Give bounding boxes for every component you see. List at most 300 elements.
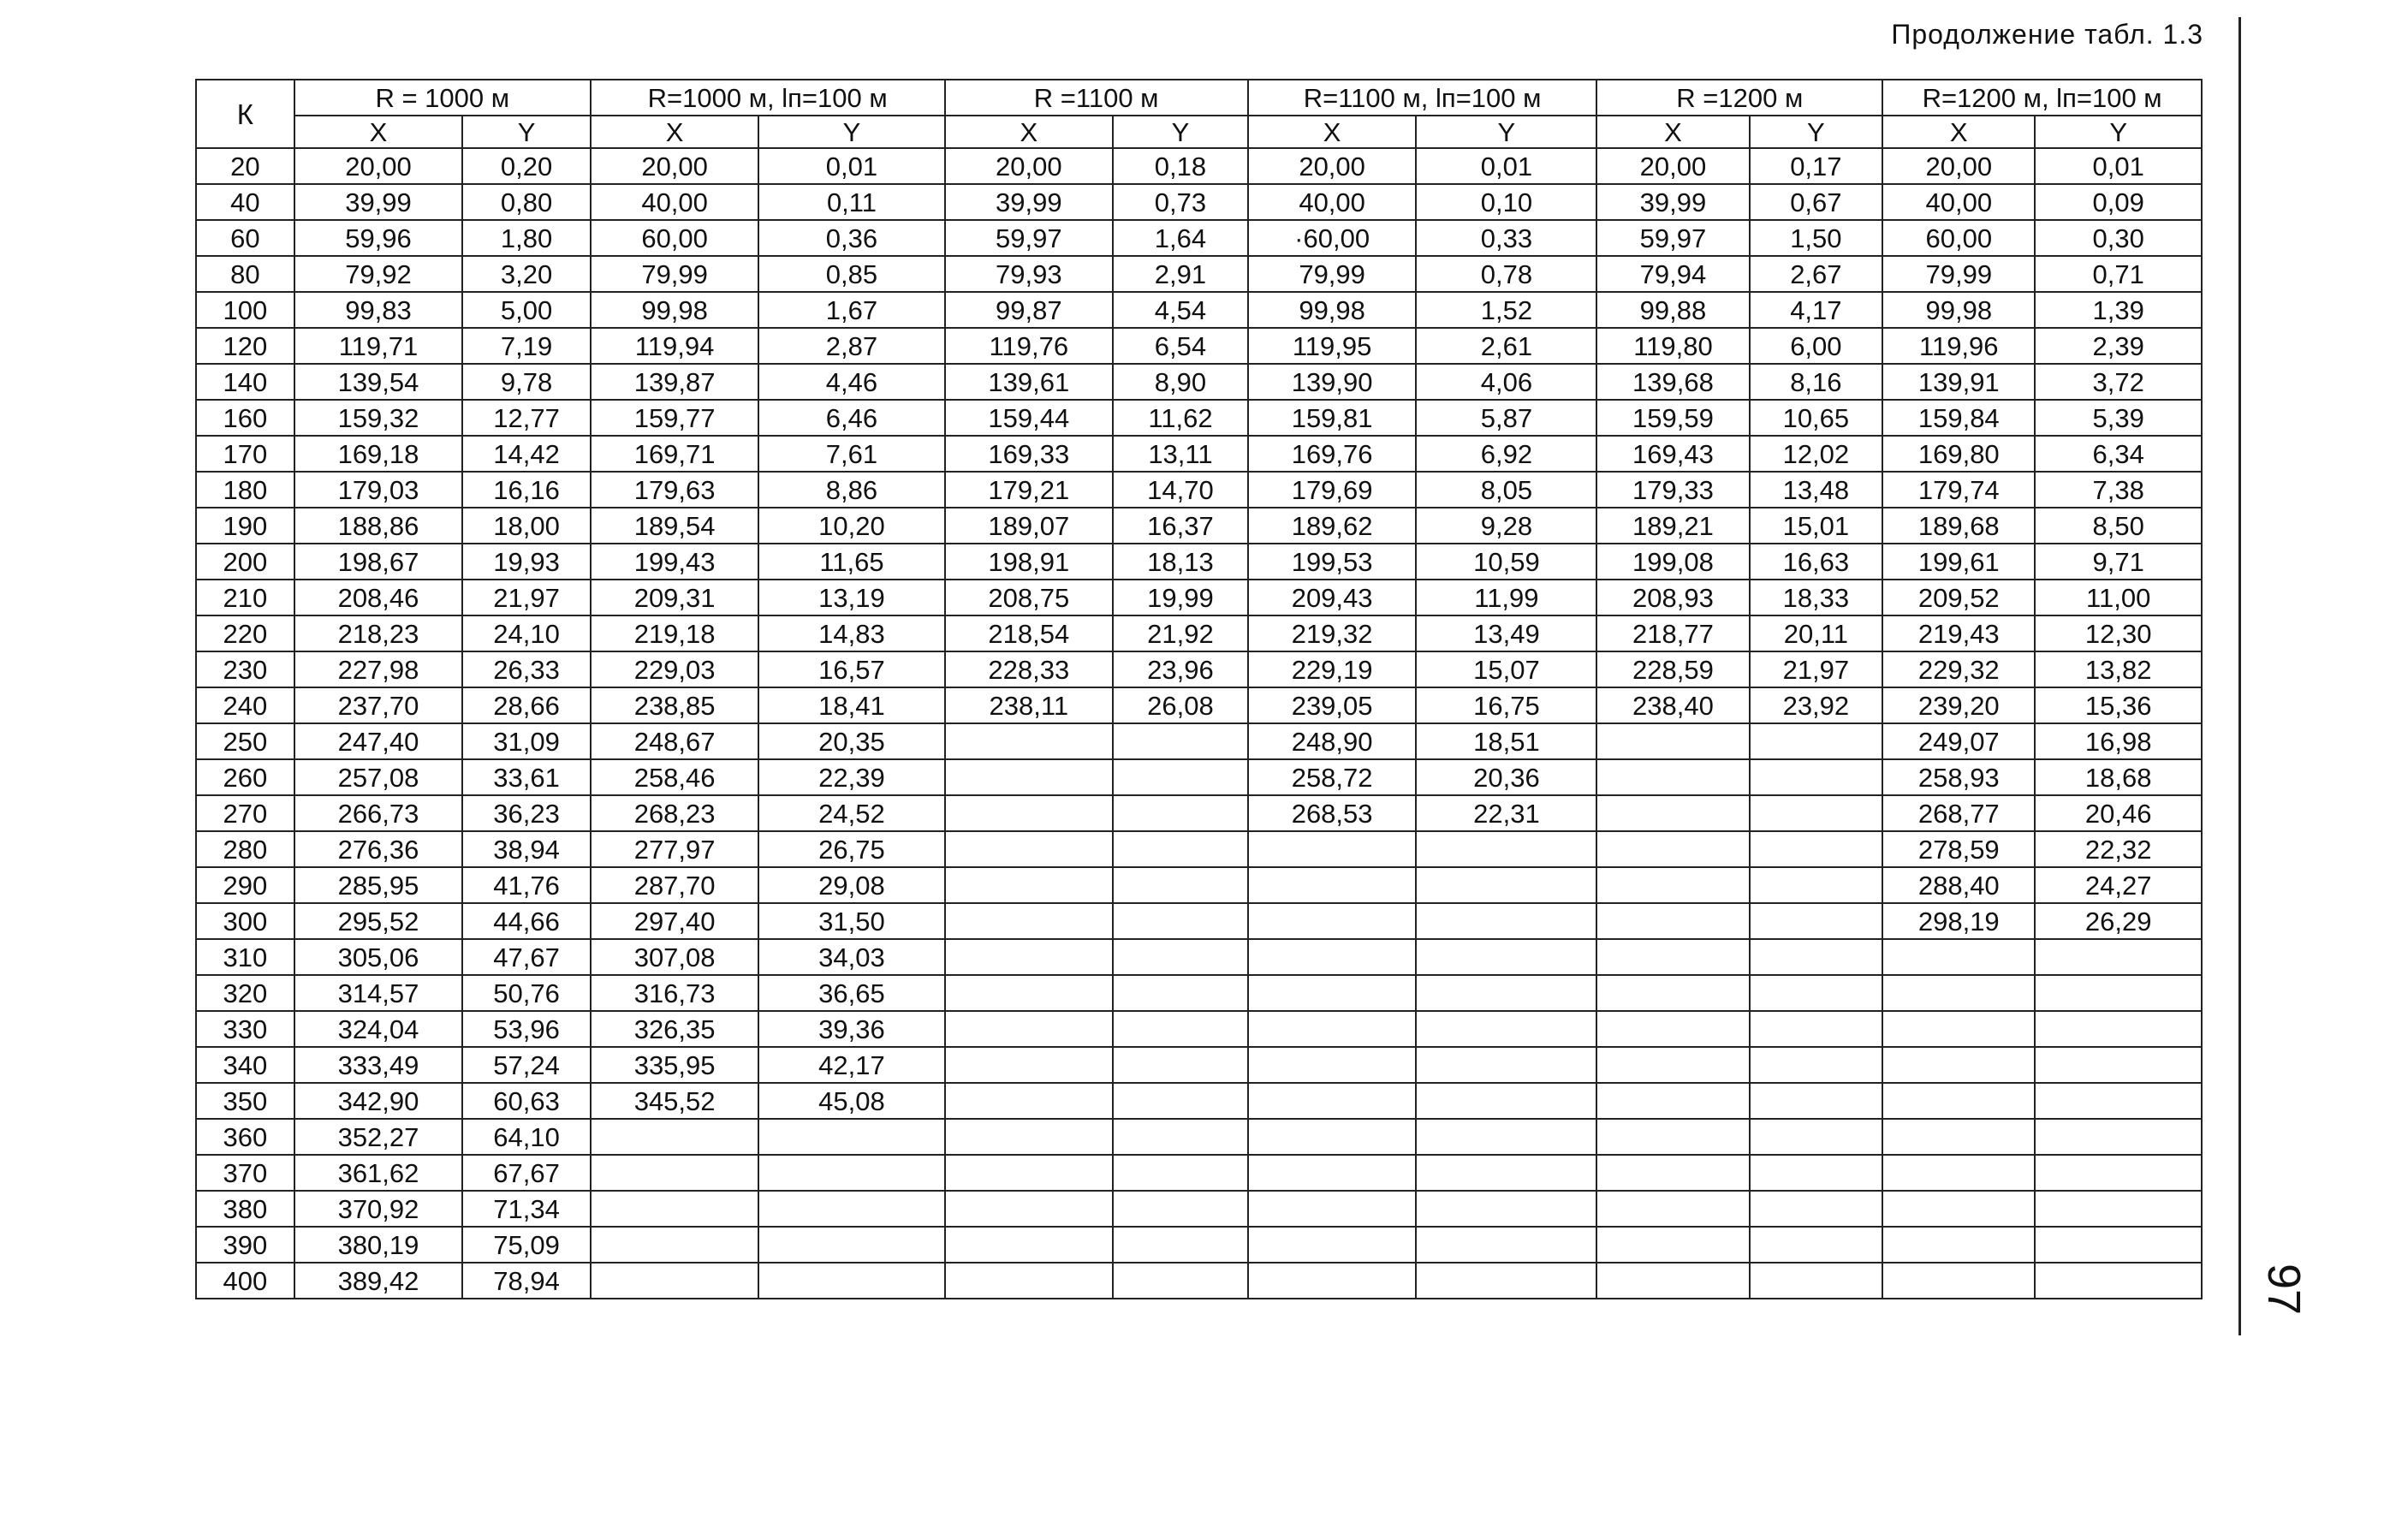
table-row [196,220,2202,256]
value-cell: 0,01 [2035,148,2202,184]
value-cell: 13,82 [2035,651,2202,687]
value-cell: 20,00 [1596,148,1749,184]
value-cell [1750,1047,1883,1083]
value-cell: 15,36 [2035,687,2202,723]
value-cell: 0,17 [1750,148,1883,184]
value-cell: 218,77 [1596,615,1749,651]
table-caption: Продолжение табл. 1.3 [1891,19,2203,50]
value-cell [1113,1083,1248,1119]
value-cell: 169,18 [294,436,463,472]
k-cell: 180 [196,472,294,508]
value-cell: 16,37 [1113,508,1248,544]
k-cell: 250 [196,723,294,759]
value-cell: 60,00 [591,220,759,256]
value-cell [945,1263,1114,1299]
value-cell: 79,93 [945,256,1114,292]
value-cell: 4,54 [1113,292,1248,328]
value-cell: 169,33 [945,436,1114,472]
value-cell: 199,61 [1882,544,2035,580]
k-cell: 310 [196,939,294,975]
value-cell: 179,69 [1248,472,1417,508]
value-cell: 60,00 [1882,220,2035,256]
value-cell: 0,11 [758,184,944,220]
value-cell: 1,39 [2035,292,2202,328]
value-cell: 229,19 [1248,651,1417,687]
value-cell [1113,903,1248,939]
group-header: R =1200 м [1596,80,1882,116]
value-cell: 219,43 [1882,615,2035,651]
value-cell: 26,33 [462,651,591,687]
value-cell: 0,20 [462,148,591,184]
value-cell [1596,1227,1749,1263]
group-header: R=1100 м, lп=100 м [1248,80,1597,116]
value-cell: 218,54 [945,615,1114,651]
table-row [196,723,2202,759]
value-cell: 189,62 [1248,508,1417,544]
value-cell: 8,90 [1113,364,1248,400]
table-row [196,580,2202,615]
value-cell: 139,61 [945,364,1114,400]
table-row [196,1191,2202,1227]
value-cell: 79,94 [1596,256,1749,292]
y-column-header: Y [1750,116,1883,148]
k-cell: 320 [196,975,294,1011]
value-cell: 9,78 [462,364,591,400]
value-cell: 31,50 [758,903,944,939]
value-cell: 219,32 [1248,615,1417,651]
value-cell: 227,98 [294,651,463,687]
value-cell: 278,59 [1882,831,2035,867]
page-number: 97 [2258,1263,2310,1316]
value-cell: 18,13 [1113,544,1248,580]
value-cell: 26,08 [1113,687,1248,723]
value-cell: 249,07 [1882,723,2035,759]
value-cell: 199,43 [591,544,759,580]
value-cell: 10,65 [1750,400,1883,436]
value-cell: 7,19 [462,328,591,364]
k-cell: 80 [196,256,294,292]
value-cell: ·60,00 [1248,220,1417,256]
k-cell: 280 [196,831,294,867]
value-cell: 266,73 [294,795,463,831]
value-cell: 276,36 [294,831,463,867]
value-cell: 40,00 [591,184,759,220]
value-cell: 159,84 [1882,400,2035,436]
k-cell: 360 [196,1119,294,1155]
value-cell: 159,32 [294,400,463,436]
table-row [196,400,2202,436]
value-cell [945,1227,1114,1263]
value-cell: 22,31 [1416,795,1596,831]
value-cell [1248,903,1417,939]
table-row [196,364,2202,400]
value-cell: 189,54 [591,508,759,544]
table-row [196,328,2202,364]
value-cell [945,831,1114,867]
value-cell: 238,40 [1596,687,1749,723]
value-cell: 0,09 [2035,184,2202,220]
value-cell [1248,1083,1417,1119]
value-cell [2035,1155,2202,1191]
value-cell: 20,11 [1750,615,1883,651]
k-header: К [196,80,294,148]
value-cell: 20,36 [1416,759,1596,795]
y-column-header: Y [1113,116,1248,148]
value-cell [1596,759,1749,795]
value-cell: 23,96 [1113,651,1248,687]
value-cell: 75,09 [462,1227,591,1263]
value-cell: 119,71 [294,328,463,364]
value-cell: 2,61 [1416,328,1596,364]
value-cell: 59,96 [294,220,463,256]
value-cell [591,1119,759,1155]
value-cell [1596,939,1749,975]
value-cell: 16,63 [1750,544,1883,580]
value-cell: 6,34 [2035,436,2202,472]
value-cell [1416,1155,1596,1191]
value-cell: 99,87 [945,292,1114,328]
value-cell [1882,1263,2035,1299]
value-cell: 16,75 [1416,687,1596,723]
x-column-header: X [945,116,1114,148]
xy-header-row [196,116,2202,148]
value-cell [2035,939,2202,975]
k-cell: 400 [196,1263,294,1299]
table-row [196,1155,2202,1191]
value-cell: 0,85 [758,256,944,292]
value-cell [1248,867,1417,903]
k-cell: 380 [196,1191,294,1227]
value-cell: 189,68 [1882,508,2035,544]
k-cell: 140 [196,364,294,400]
value-cell: 229,32 [1882,651,2035,687]
value-cell: 159,81 [1248,400,1417,436]
value-cell [1248,1191,1417,1227]
value-cell [1750,1011,1883,1047]
k-cell: 340 [196,1047,294,1083]
value-cell: 268,23 [591,795,759,831]
value-cell: 41,76 [462,867,591,903]
table-row [196,1011,2202,1047]
value-cell [758,1119,944,1155]
value-cell: 0,30 [2035,220,2202,256]
value-cell: 99,88 [1596,292,1749,328]
value-cell: 119,76 [945,328,1114,364]
group-header: R = 1000 м [294,80,591,116]
value-cell: 237,70 [294,687,463,723]
value-cell: 8,05 [1416,472,1596,508]
value-cell: 53,96 [462,1011,591,1047]
value-cell: 119,80 [1596,328,1749,364]
value-cell: 198,67 [294,544,463,580]
value-cell [758,1155,944,1191]
group-header-row [196,80,2202,116]
k-cell: 270 [196,795,294,831]
k-cell: 120 [196,328,294,364]
value-cell: 159,59 [1596,400,1749,436]
table-row [196,975,2202,1011]
value-cell: 248,90 [1248,723,1417,759]
k-cell: 160 [196,400,294,436]
value-cell [945,723,1114,759]
value-cell [1882,1011,2035,1047]
table-row [196,615,2202,651]
value-cell: 12,77 [462,400,591,436]
value-cell: 99,83 [294,292,463,328]
value-cell [945,1191,1114,1227]
value-cell: 239,05 [1248,687,1417,723]
k-cell: 290 [196,867,294,903]
value-cell [1248,1263,1417,1299]
x-column-header: X [591,116,759,148]
value-cell [1596,975,1749,1011]
value-cell: 380,19 [294,1227,463,1263]
value-cell [1750,1155,1883,1191]
value-cell: 228,59 [1596,651,1749,687]
value-cell: 40,00 [1882,184,2035,220]
value-cell [1882,1083,2035,1119]
value-cell [2035,1011,2202,1047]
value-cell [1596,903,1749,939]
value-cell: 139,90 [1248,364,1417,400]
value-cell [1113,867,1248,903]
value-cell: 21,97 [1750,651,1883,687]
value-cell: 79,92 [294,256,463,292]
value-cell: 2,67 [1750,256,1883,292]
value-cell: 44,66 [462,903,591,939]
table-row [196,148,2202,184]
value-cell [945,1011,1114,1047]
value-cell [1113,939,1248,975]
value-cell: 79,99 [1882,256,2035,292]
value-cell: 0,36 [758,220,944,256]
table-row [196,795,2202,831]
value-cell: 159,44 [945,400,1114,436]
value-cell: 34,03 [758,939,944,975]
value-cell: 36,23 [462,795,591,831]
value-cell: 189,21 [1596,508,1749,544]
k-cell: 210 [196,580,294,615]
value-cell: 5,87 [1416,400,1596,436]
value-cell [1750,1083,1883,1119]
value-cell: 287,70 [591,867,759,903]
value-cell: 21,97 [462,580,591,615]
value-cell: 258,93 [1882,759,2035,795]
table-body [196,148,2202,1299]
value-cell: 50,76 [462,975,591,1011]
value-cell: 258,46 [591,759,759,795]
value-cell: 39,99 [294,184,463,220]
value-cell: 219,18 [591,615,759,651]
value-cell [1750,1227,1883,1263]
value-cell: 29,08 [758,867,944,903]
table-row [196,1263,2202,1299]
value-cell: 277,97 [591,831,759,867]
value-cell: 209,31 [591,580,759,615]
value-cell: 326,35 [591,1011,759,1047]
value-cell: 64,10 [462,1119,591,1155]
value-cell [591,1263,759,1299]
value-cell [1596,831,1749,867]
value-cell: 345,52 [591,1083,759,1119]
value-cell [1248,1011,1417,1047]
value-cell [1882,1191,2035,1227]
value-cell: 18,33 [1750,580,1883,615]
value-cell: 39,99 [945,184,1114,220]
value-cell [945,1155,1114,1191]
value-cell: 18,00 [462,508,591,544]
k-cell: 230 [196,651,294,687]
value-cell [1750,1263,1883,1299]
margin-rule [2238,17,2241,1335]
value-cell: 228,33 [945,651,1114,687]
k-cell: 20 [196,148,294,184]
value-cell [1416,939,1596,975]
value-cell: 295,52 [294,903,463,939]
value-cell [1113,831,1248,867]
value-cell: 26,75 [758,831,944,867]
value-cell: 288,40 [1882,867,2035,903]
y-column-header: Y [2035,116,2202,148]
value-cell: 188,86 [294,508,463,544]
value-cell [1416,867,1596,903]
value-cell: 179,03 [294,472,463,508]
value-cell [2035,1047,2202,1083]
table-row [196,939,2202,975]
value-cell: 6,92 [1416,436,1596,472]
value-cell: 99,98 [1248,292,1417,328]
value-cell [1750,1119,1883,1155]
table-row [196,759,2202,795]
value-cell: 15,07 [1416,651,1596,687]
k-cell: 260 [196,759,294,795]
value-cell: 39,99 [1596,184,1749,220]
y-column-header: Y [1416,116,1596,148]
value-cell [2035,1119,2202,1155]
value-cell [2035,1083,2202,1119]
value-cell [945,1119,1114,1155]
value-cell: 16,57 [758,651,944,687]
value-cell [1113,1263,1248,1299]
value-cell: 169,80 [1882,436,2035,472]
value-cell: 268,77 [1882,795,2035,831]
value-cell: 248,67 [591,723,759,759]
k-cell: 300 [196,903,294,939]
value-cell: 1,64 [1113,220,1248,256]
value-cell: 189,07 [945,508,1114,544]
k-cell: 350 [196,1083,294,1119]
value-cell [1113,795,1248,831]
value-cell: 239,20 [1882,687,2035,723]
value-cell: 8,16 [1750,364,1883,400]
value-cell: 119,96 [1882,328,2035,364]
value-cell [945,903,1114,939]
k-cell: 240 [196,687,294,723]
value-cell: 36,65 [758,975,944,1011]
value-cell: 169,71 [591,436,759,472]
value-cell: 4,46 [758,364,944,400]
value-cell: 71,34 [462,1191,591,1227]
value-cell: 218,23 [294,615,463,651]
value-cell: 298,19 [1882,903,2035,939]
value-cell: 119,95 [1248,328,1417,364]
value-cell [945,795,1114,831]
value-cell [1750,759,1883,795]
value-cell [591,1155,759,1191]
value-cell: 12,30 [2035,615,2202,651]
value-cell: 18,41 [758,687,944,723]
value-cell: 238,11 [945,687,1114,723]
value-cell: 1,50 [1750,220,1883,256]
table-row [196,687,2202,723]
value-cell [1416,1119,1596,1155]
y-column-header: Y [758,116,944,148]
value-cell: 5,00 [462,292,591,328]
value-cell: 47,67 [462,939,591,975]
table-row [196,1227,2202,1263]
table-row [196,256,2202,292]
value-cell [1248,831,1417,867]
value-cell: 1,67 [758,292,944,328]
value-cell: 238,85 [591,687,759,723]
value-cell [945,1047,1114,1083]
value-cell: 38,94 [462,831,591,867]
value-cell: 79,99 [1248,256,1417,292]
value-cell: 0,18 [1113,148,1248,184]
value-cell: 24,27 [2035,867,2202,903]
value-cell: 4,06 [1416,364,1596,400]
value-cell [1113,759,1248,795]
value-cell [1113,1119,1248,1155]
value-cell [1248,1119,1417,1155]
value-cell: 20,35 [758,723,944,759]
value-cell: 209,52 [1882,580,2035,615]
value-cell [1596,1263,1749,1299]
value-cell: 0,01 [758,148,944,184]
value-cell [1750,1191,1883,1227]
value-cell: 119,94 [591,328,759,364]
value-cell: 28,66 [462,687,591,723]
value-cell: 9,28 [1416,508,1596,544]
value-cell: 6,00 [1750,328,1883,364]
value-cell: 13,48 [1750,472,1883,508]
value-cell: 342,90 [294,1083,463,1119]
value-cell [945,975,1114,1011]
value-cell: 3,72 [2035,364,2202,400]
x-column-header: X [1882,116,2035,148]
k-cell: 190 [196,508,294,544]
value-cell: 0,33 [1416,220,1596,256]
value-cell: 139,87 [591,364,759,400]
value-cell [1596,867,1749,903]
value-cell: 4,17 [1750,292,1883,328]
value-cell: 179,63 [591,472,759,508]
value-cell [1596,1191,1749,1227]
value-cell [758,1227,944,1263]
value-cell: 169,43 [1596,436,1749,472]
value-cell: 1,52 [1416,292,1596,328]
value-cell: 6,54 [1113,328,1248,364]
value-cell: 20,00 [1882,148,2035,184]
value-cell [1416,1011,1596,1047]
value-cell: 316,73 [591,975,759,1011]
value-cell [1416,1047,1596,1083]
value-cell: 285,95 [294,867,463,903]
value-cell: 139,54 [294,364,463,400]
value-cell: 26,29 [2035,903,2202,939]
value-cell: 139,91 [1882,364,2035,400]
value-cell: 7,38 [2035,472,2202,508]
